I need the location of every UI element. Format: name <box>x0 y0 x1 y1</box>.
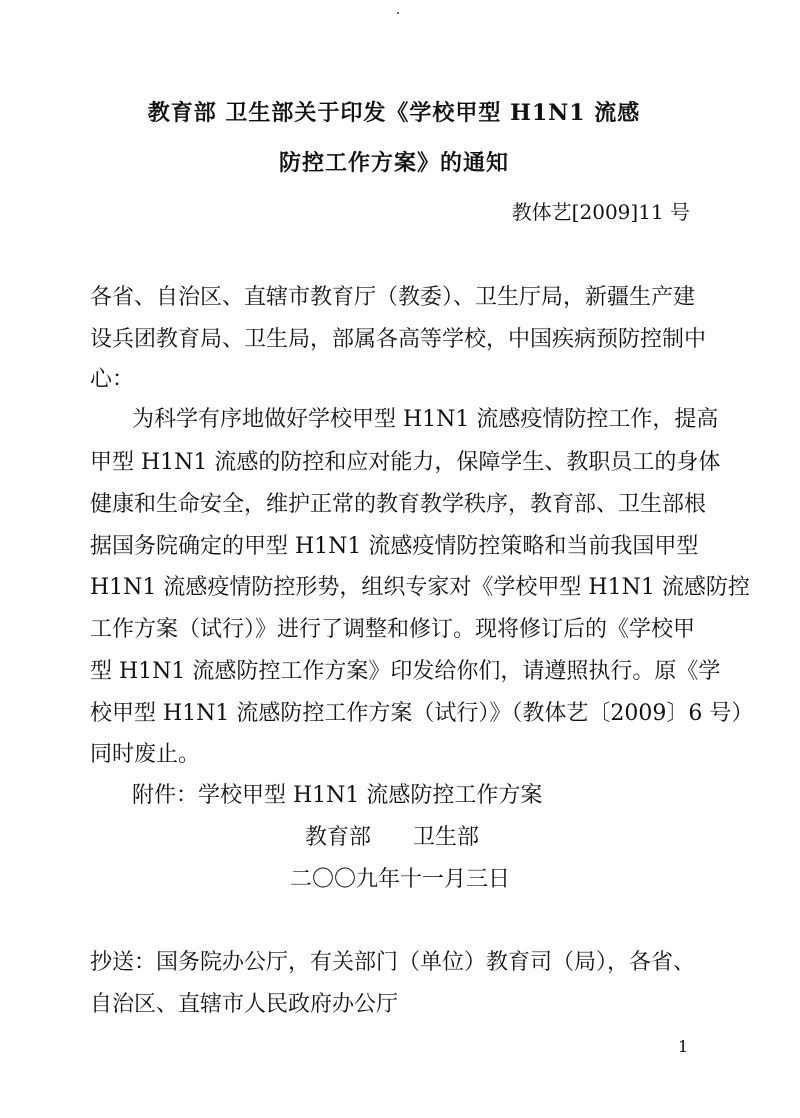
addressee-line: 心： <box>90 367 135 392</box>
paragraph-line: 健康和生命安全，维护正常的教育教学秩序，教育部、卫生部根 <box>90 492 707 517</box>
paragraph-line: 为科学有序地做好学校甲型 H1N1 流感疫情防控工作，提高 <box>132 407 719 432</box>
paragraph-line: H1N1 流感疫情防控形势，组织专家对《学校甲型 H1N1 流感防控 <box>90 575 750 600</box>
paragraph-line: 工作方案（试行）》进行了调整和修订。现将修订后的《学校甲 <box>90 617 696 642</box>
cc-line: 抄送：国务院办公厅，有关部门（单位）教育司（局），各省、 <box>90 950 696 975</box>
addressee-line: 设兵团教育局、卫生局，部属各高等学校，中国疾病预防控制中 <box>90 327 707 352</box>
document-title-line-2: 防控工作方案》的通知 <box>278 150 509 176</box>
scan-speck <box>397 12 399 14</box>
paragraph-line: 型 H1N1 流感防控工作方案》印发给你们，请遵照执行。原《学 <box>90 659 721 684</box>
cc-line: 自治区、直辖市人民政府办公厅 <box>90 992 399 1017</box>
attachment-line: 附件：学校甲型 H1N1 流感防控工作方案 <box>132 783 543 808</box>
addressee-line: 各省、自治区、直辖市教育厅（教委）、卫生厅局，新疆生产建 <box>90 285 696 310</box>
document-title-line-1: 教育部 卫生部关于印发《学校甲型 H1N1 流感 <box>147 100 641 126</box>
document-number: 教体艺[2009]11 号 <box>511 200 690 224</box>
paragraph-line: 校甲型 H1N1 流感防控工作方案（试行）》（教体艺〔2009〕6 号） <box>90 701 754 726</box>
issue-date: 二〇〇九年十一月三日 <box>289 867 510 892</box>
page-number: 1 <box>678 1037 689 1056</box>
paragraph-line: 甲型 H1N1 流感的防控和应对能力，保障学生、教职员工的身体 <box>90 450 721 475</box>
paragraph-line: 同时废止。 <box>90 742 201 767</box>
signatories: 教育部 卫生部 <box>305 825 479 850</box>
paragraph-line: 据国务院确定的甲型 H1N1 流感疫情防控策略和当前我国甲型 <box>90 534 699 559</box>
